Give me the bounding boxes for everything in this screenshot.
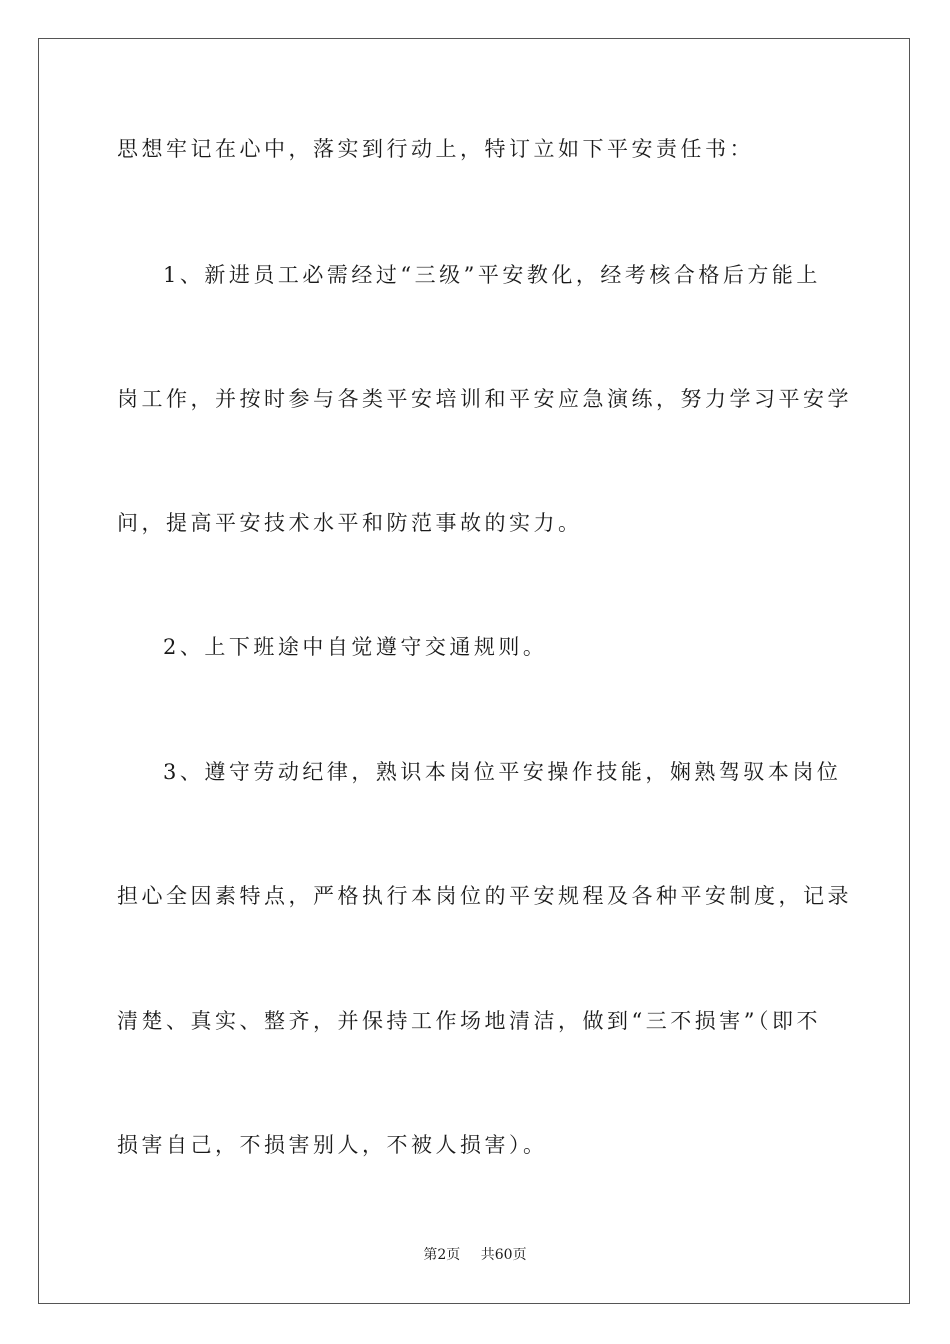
paragraph-line: 损害自己，不损害别人，不被人损害）。 [117, 1133, 548, 1157]
paragraph-line: 1、新进员工必需经过“三级”平安教化，经考核合格后方能上 [163, 263, 821, 287]
page-total: 共60页 [480, 1247, 527, 1263]
paragraph-line: 岗工作，并按时参与各类平安培训和平安应急演练，努力学习平安学 [117, 387, 852, 411]
paragraph-line: 清楚、真实、整齐，并保持工作场地清洁，做到“三不损害”（即不 [117, 1009, 821, 1033]
paragraph-line: 3、遵守劳动纪律，熟识本岗位平安操作技能，娴熟驾驭本岗位 [163, 760, 842, 784]
paragraph-line: 2、上下班途中自觉遵守交通规则。 [163, 635, 548, 659]
paragraph-line: 担心全因素特点，严格执行本岗位的平安规程及各种平安制度，记录 [117, 884, 852, 908]
page-number: 第2页 [423, 1247, 461, 1263]
page-border [38, 38, 910, 1304]
paragraph-line: 思想牢记在心中，落实到行动上，特订立如下平安责任书： [117, 137, 754, 161]
paragraph-line: 问，提高平安技术水平和防范事故的实力。 [117, 511, 583, 535]
page-footer [0, 1244, 950, 1264]
